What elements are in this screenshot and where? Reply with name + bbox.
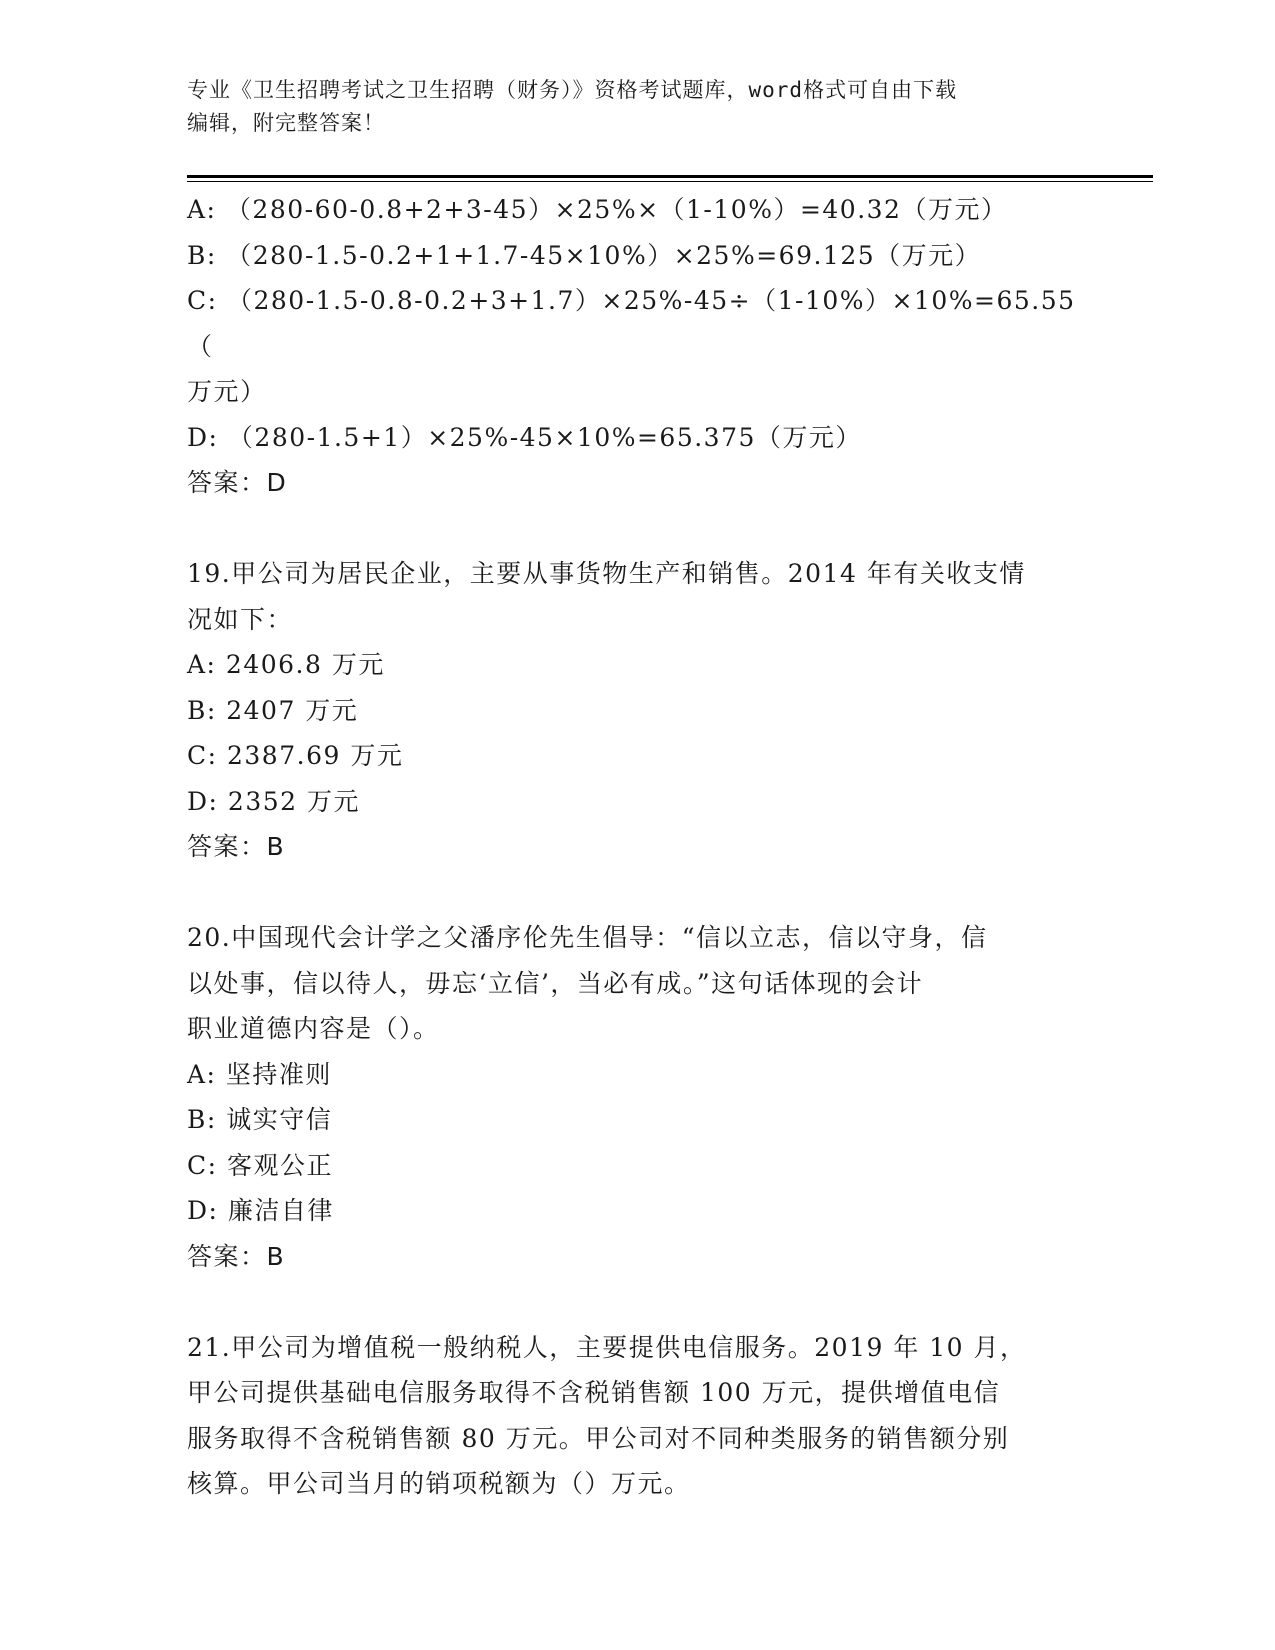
option-d: D: （280-1.5+1）×25%-45×10%=65.375（万元）: [187, 422, 862, 452]
option-a: A: 2406.8 万元: [187, 650, 385, 679]
option-c: C: 2387.69 万元: [187, 741, 404, 770]
question-stem-continued: 甲公司提供基础电信服务取得不含税销售额 100 万元，提供增值电信: [187, 1378, 1001, 1407]
option-d: D: 廉洁自律: [187, 1196, 334, 1225]
answer: 答案：B: [187, 832, 286, 861]
question-stem-continued: 况如下：: [187, 604, 294, 634]
question-stem-continued: 职业道德内容是（）。: [187, 1014, 440, 1043]
option-a: A: （280-60-0.8+2+3-45）×25%×（1-10%）=40.32（万元）: [187, 195, 1008, 224]
spacer: [187, 1279, 1087, 1325]
answer: 答案：B: [187, 1241, 286, 1271]
option-b: B: 诚实守信: [187, 1105, 333, 1134]
document-header: [187, 74, 1087, 140]
question-stem: 19.甲公司为居民企业，主要从事货物生产和销售。2014 年有关收支情: [187, 559, 1026, 588]
option-b: B: 2407 万元: [187, 695, 359, 725]
question-stem-continued: 以处事，信以待人，毋忘‘立信’，当必有成。”这句话体现的会计: [187, 968, 924, 998]
option-b: B: （280-1.5-0.2+1+1.7-45×10%）×25%=69.125（万元）: [187, 240, 982, 270]
question-stem-continued: 核算。甲公司当月的销项税额为（）万元。: [187, 1469, 691, 1498]
option-a: A: 坚持准则: [187, 1059, 332, 1089]
header-line-1: 专业《卫生招聘考试之卫生招聘（财务）》资格考试题库，word格式可自由下载: [187, 78, 958, 102]
question-21: [187, 1325, 1087, 1507]
option-c: C: （280-1.5-0.8-0.2+3+1.7）×25%-45÷（1-10%）×10%=65.55（: [187, 286, 1076, 361]
question-stem-continued: 服务取得不含税销售额 80 万元。甲公司对不同种类服务的销售额分别: [187, 1423, 1010, 1453]
answer: 答案：D: [187, 468, 288, 497]
question-20: [187, 915, 1087, 1279]
question-stem: 21.甲公司为增值税一般纳税人，主要提供电信服务。2019 年 10 月，: [187, 1332, 1027, 1362]
document-body: [187, 187, 1087, 1507]
question-18: [187, 187, 1087, 506]
question-19: [187, 551, 1087, 870]
header-divider-thick: [187, 175, 1153, 178]
header-line-2: 编辑，附完整答案！: [187, 111, 385, 135]
option-c: C: 客观公正: [187, 1150, 333, 1180]
option-d: D: 2352 万元: [187, 786, 360, 816]
spacer: [187, 870, 1087, 916]
spacer: [187, 506, 1087, 552]
question-stem: 20.中国现代会计学之父潘序伦先生倡导：“信以立志，信以守身，信: [187, 923, 988, 952]
header-divider-thin: [187, 181, 1153, 182]
option-c-continued: 万元）: [187, 377, 267, 406]
